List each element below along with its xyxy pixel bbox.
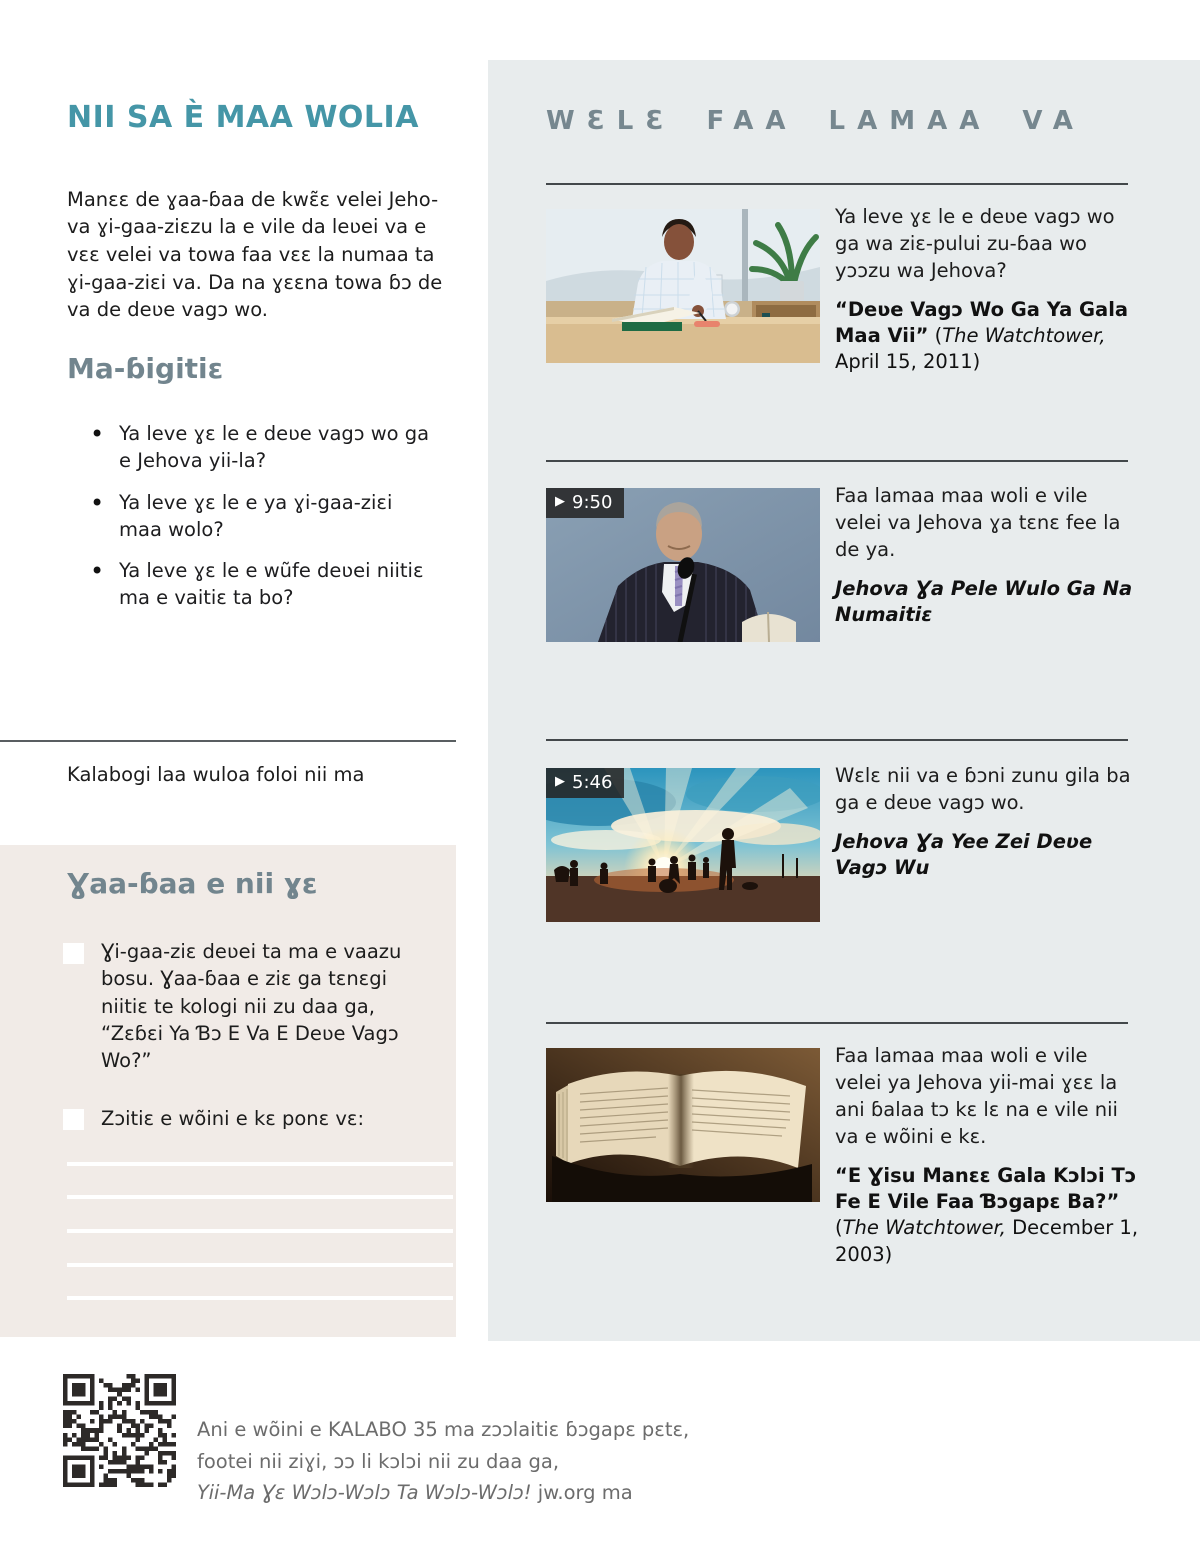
duration-text: 9:50 bbox=[572, 492, 613, 513]
media-item bbox=[546, 484, 1146, 642]
study-scene-illustration bbox=[546, 209, 820, 363]
video-duration-badge bbox=[546, 488, 624, 518]
media-description: Ya leve ɣɛ le e deʋe vagɔ wo ga wa ziɛ-pului zu-ɓaa wo yɔɔzu wa Jehova? bbox=[835, 205, 1115, 282]
worksheet-box bbox=[0, 845, 456, 1337]
footer-line: footei nii ziɣi, ɔɔ li kɔlɔi nii zu daa ga, bbox=[197, 1449, 560, 1473]
bullet-icon: • bbox=[90, 420, 105, 448]
media-panel bbox=[488, 60, 1200, 1341]
intro-paragraph: Manɛɛ de ɣaa-ɓaa de kwɛ̃ɛ velei Jeho-va ɣi-gaa-ziɛzu la e vile da leʋei va e vɛɛ velei va towa faa vɛɛ la numaa ta ɣi-gaa-ziɛi va. Da na ɣɛɛna towa ɓɔ de va de deʋe vagɔ wo. bbox=[67, 187, 443, 322]
divider bbox=[546, 460, 1128, 462]
writing-line[interactable] bbox=[67, 1229, 453, 1233]
media-item-text bbox=[835, 483, 1139, 642]
task-text: Zɔitiɛ e wõini e kɛ ponɛ vɛ: bbox=[101, 1107, 365, 1130]
list-item: • Ya leve ɣɛ le e ya ɣi-gaa-ziɛi maa wolo? bbox=[90, 488, 393, 541]
thumbnail-sunset-silhouettes-video[interactable] bbox=[546, 768, 820, 922]
checkbox[interactable] bbox=[63, 1109, 84, 1130]
divider bbox=[546, 739, 1128, 741]
qr-code bbox=[63, 1374, 176, 1487]
play-icon: ▶ bbox=[555, 774, 565, 789]
video-duration-badge bbox=[546, 768, 624, 798]
media-title[interactable]: Jehova Ɣa Yee Zei Deʋe Vagɔ Wu bbox=[835, 829, 1093, 880]
play-icon: ▶ bbox=[555, 494, 565, 509]
media-item-text bbox=[835, 1043, 1139, 1268]
thumbnail-open-bible[interactable] bbox=[546, 1048, 820, 1202]
media-panel-title: WƐLƐ FAA LAMAA VA bbox=[546, 106, 1085, 136]
thumbnail-man-studying-at-desk[interactable] bbox=[546, 209, 820, 363]
media-description: Wɛlɛ nii va e ɓɔni zunu gila ba ga e deʋe vagɔ wo. bbox=[835, 764, 1131, 814]
writing-line[interactable] bbox=[67, 1296, 453, 1300]
media-item bbox=[546, 205, 1146, 376]
footer-text bbox=[197, 1414, 757, 1509]
duration-text: 5:46 bbox=[572, 772, 613, 793]
media-title[interactable]: “E Ɣisu Manɛɛ Gala Kɔlɔi Tɔ Fe E Vile Faa Ɓɔgapɛ Ba?” (The Watchtower, December 1, 2003) bbox=[835, 1163, 1139, 1266]
media-title[interactable]: Jehova Ɣa Pele Wulo Ga Na Numaitiɛ bbox=[835, 576, 1133, 627]
footer-line: Ani e wõini e KALABO 35 ma zɔɔlaitiɛ ɓɔgapɛ pɛtɛ, bbox=[197, 1418, 690, 1441]
media-description: Faa lamaa maa woli e vile velei ya Jehova yii-mai ɣɛɛ la ani ɓalaa tɔ kɛ lɛ na e vile nii va e wõini e kɛ. bbox=[835, 1044, 1118, 1148]
questions-heading: Ma-ɓigitiɛ bbox=[67, 352, 224, 385]
open-bible-illustration bbox=[546, 1048, 820, 1202]
bullet-icon: • bbox=[90, 488, 105, 517]
page-title: NII SA È MAA WOLIA bbox=[67, 100, 419, 135]
question-list bbox=[90, 420, 438, 626]
divider bbox=[0, 740, 456, 742]
media-item-text bbox=[835, 204, 1139, 376]
list-item: • Ya leve ɣɛ le e deʋe vagɔ wo ga e Jehova yii-la? bbox=[90, 420, 430, 473]
worksheet-title: Ɣaa-ɓaa e nii ɣɛ bbox=[67, 867, 318, 900]
media-description: Faa lamaa maa woli e vile velei va Jehova ɣa tɛnɛ fee la de ya. bbox=[835, 484, 1121, 561]
media-item bbox=[546, 1044, 1146, 1268]
checkbox[interactable] bbox=[63, 943, 84, 964]
divider bbox=[546, 183, 1128, 185]
media-item-text bbox=[835, 763, 1139, 922]
footnote-text: Kalabogi laa wuloa foloi nii ma bbox=[67, 763, 365, 786]
divider bbox=[546, 1022, 1128, 1024]
list-item: • Ya leve ɣɛ le e wũfe deʋei niitiɛ ma e vaitiɛ ta bo? bbox=[90, 557, 424, 610]
writing-line[interactable] bbox=[67, 1195, 453, 1199]
writing-line[interactable] bbox=[67, 1162, 453, 1166]
task-text: Ɣi-gaa-ziɛ deʋei ta ma e vaazu bosu. Ɣaa-ɓaa e ziɛ ga tɛnɛgi niitiɛ te kologi nii zu daa ga, “Zɛɓɛi Ya Ɓɔ E Va E Deʋe Vagɔ Wo?” bbox=[101, 940, 402, 1073]
media-title[interactable]: “Deʋe Vagɔ Wo Ga Ya Gala Maa Vii” (The Watchtower, April 15, 2011) bbox=[835, 297, 1129, 374]
media-item bbox=[546, 764, 1146, 922]
bullet-icon: • bbox=[90, 557, 105, 586]
footer-line: Yii-Ma Ɣɛ Wɔlɔ-Wɔlɔ Ta Wɔlɔ-Wɔlɔ! jw.org ma bbox=[197, 1481, 633, 1505]
thumbnail-speaker-at-podium-video[interactable] bbox=[546, 488, 820, 642]
writing-line[interactable] bbox=[67, 1263, 453, 1267]
